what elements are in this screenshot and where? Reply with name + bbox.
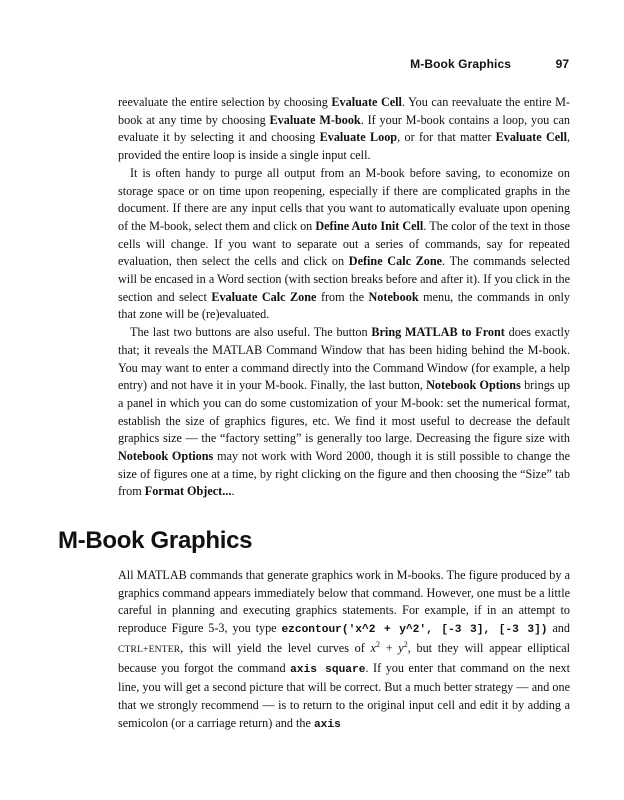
menu-term-evaluate-calc-zone: Evaluate Calc Zone: [211, 289, 317, 304]
menu-term-evaluate-mbook: Evaluate M-book: [269, 112, 361, 127]
math-exponent: 2: [403, 639, 408, 649]
text-run: . The color of the text in those cells will change. If you want to separate out a series of commands, say for repeated evaluation, then select the cells and click on: [118, 218, 570, 269]
text-run: . You can reevaluate the entire M-book at any time by choosing: [118, 95, 570, 127]
math-plus: +: [379, 640, 399, 655]
text-run: . If your M-book contains a loop, you can evaluate it by selecting it and choosing: [118, 112, 570, 145]
paragraph-purge-output: [118, 165, 570, 324]
paragraph-graphics-intro: [118, 567, 570, 734]
menu-term-format-object: Format Object...: [144, 484, 232, 499]
menu-term-define-auto-init-cell: Define Auto Init Cell: [315, 218, 424, 233]
code-axis: axis: [313, 718, 341, 731]
math-exponent: 2: [375, 639, 380, 649]
menu-term-notebook-options: Notebook Options: [426, 378, 521, 393]
text-run: . If you enter that command on the next line, you will get a second picture that will be correct. But a much better strategy — and one that we strongly recommend — is to return to the original input cell and edit it by adding a semicolon (or a carriage return) and the: [118, 660, 570, 730]
menu-term-bring-matlab-to-front: Bring MATLAB to Front: [371, 325, 505, 340]
section-text-block: [118, 567, 570, 734]
text-run: , but they will appear elliptical because you forgot the command: [118, 640, 570, 675]
paragraph-last-buttons: [118, 324, 570, 501]
text-run: and: [547, 621, 570, 636]
text-run: may not work with Word 2000, though it is still possible to change the size of figures one at a time, by right clicking on the figure and then choosing the “Size” tab from: [118, 449, 570, 499]
menu-term-evaluate-cell: Evaluate Cell: [495, 130, 567, 145]
text-run: menu, the commands in only that zone will be (re)evaluated.: [118, 289, 570, 322]
text-run: , or for that matter: [397, 130, 496, 145]
text-run: All MATLAB commands that generate graphics work in M-books. The figure produced by a graphics command appears immediately below that command. However, one must be a little careful in planning and executing graphics statements. For example, if in an attempt to reproduce Figure 5-3, you type: [118, 568, 570, 636]
running-title: M-Book Graphics: [410, 57, 511, 71]
text-run: brings up a panel in which you can do some customization of your M-book: set the numerical format, establish the size of graphics figures, etc. We find it most useful to decrease the default graphics size — the “factory setting” is generally too large. Decreasing the figure size with: [118, 378, 570, 446]
text-run: . The commands selected will be encased in a Word section (with section breaks before and after it). If you click in the section and select: [118, 254, 570, 304]
running-head: [0, 57, 624, 73]
text-run: , provided the entire loop is inside a single input cell.: [118, 130, 571, 163]
paragraph-evaluate-cell: [118, 94, 570, 165]
text-run: The last two buttons are also useful. The button: [130, 325, 372, 340]
menu-term-notebook: Notebook: [368, 289, 419, 304]
section-heading: M-Book Graphics: [58, 527, 253, 554]
menu-term-evaluate-loop: Evaluate Loop: [319, 130, 398, 145]
text-run: from the: [316, 289, 369, 304]
key-combo: CTRL+ENTER: [118, 644, 181, 655]
code-ezcontour: ezcontour('x^2 + y^2', [-3 3], [-3 3]): [281, 624, 548, 637]
text-run: , this will yield the level curves of: [180, 640, 371, 655]
code-axis-square: axis square: [290, 663, 366, 676]
menu-term-evaluate-cell: Evaluate Cell: [331, 95, 402, 109]
menu-term-define-calc-zone: Define Calc Zone: [348, 254, 443, 269]
menu-term-notebook-options: Notebook Options: [118, 449, 214, 464]
math-var-y: y: [398, 640, 404, 655]
page-number: 97: [555, 57, 569, 71]
math-var-x: x: [370, 640, 376, 655]
text-run: reevaluate the entire selection by choosing: [118, 95, 332, 109]
text-run: It is often handy to purge all output from an M-book before saving, to economize on storage space or on time upon reopening, especially if there are complicated graphs in the document. If there are any input cells that you want to automatically evaluate upon opening of the M-book, select them and click on: [118, 165, 570, 233]
text-run: does exactly that; it reveals the MATLAB Command Window that has been hiding behind the M-book. You may want to enter a command directly into the Command Window (for example, a help entry) and not have it in your M-book. Finally, the last button,: [118, 325, 570, 393]
top-text-block: [118, 94, 570, 501]
math-expression: [371, 641, 408, 655]
text-run: .: [231, 484, 235, 499]
